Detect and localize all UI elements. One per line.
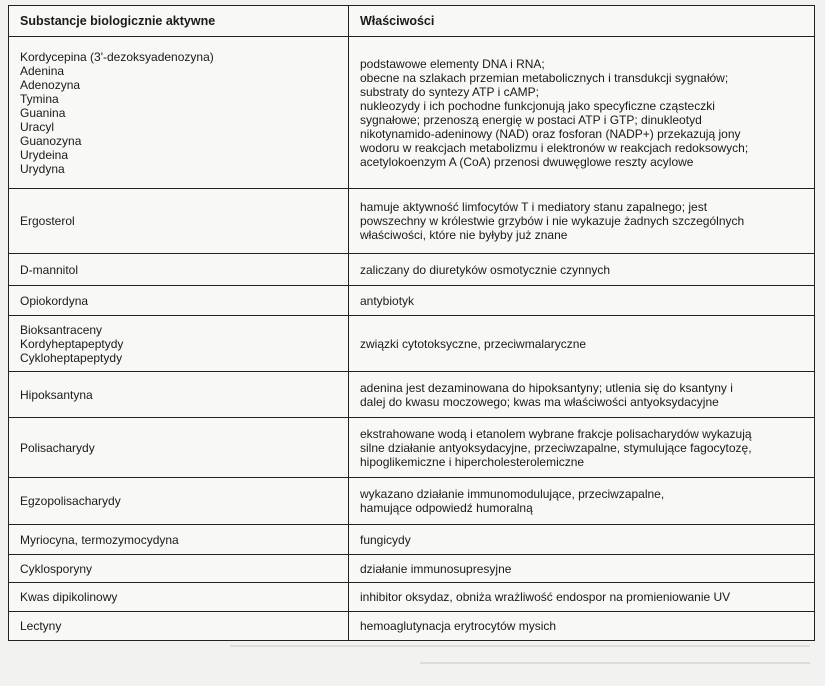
properties-cell [349, 418, 815, 478]
table-row [9, 372, 815, 418]
bleed-through-line [420, 662, 810, 664]
substance-name: Guanina [20, 105, 66, 120]
properties-cell [349, 583, 815, 612]
substance-cell [9, 316, 349, 372]
table-row [9, 254, 815, 286]
header-substances: Substancje biologicznie aktywne [9, 6, 349, 37]
substance-name: Bioksantraceny [20, 322, 103, 337]
property-line: adenina jest dezaminowana do hipoksantyny; utlenia się do ksantyny i [360, 380, 733, 395]
table-row [9, 316, 815, 372]
substance-name: Polisacharydy [20, 440, 95, 455]
substance-name: Urydeina [20, 147, 69, 162]
table-row [9, 583, 815, 612]
substance-cell [9, 37, 349, 189]
substance-name: Adenina [20, 63, 65, 78]
property-line: obecne na szlakach przemian metabolicznych i transdukcji sygnałów; [360, 70, 729, 85]
substance-name: Cyklosporyny [20, 561, 93, 576]
substance-cell [9, 372, 349, 418]
substance-name: Uracyl [20, 119, 55, 134]
table-row [9, 286, 815, 316]
property-line: ekstrahowane wodą i etanolem wybrane frakcje polisacharydów wykazują [360, 426, 752, 441]
substance-name: Hipoksantyna [20, 387, 93, 402]
substance-name: Lectyny [20, 619, 62, 633]
property-line: związki cytotoksyczne, przeciwmalaryczne [360, 336, 587, 351]
bleed-through-line [230, 645, 810, 647]
properties-cell [349, 189, 815, 254]
property-line: antybiotyk [360, 293, 415, 308]
substance-cell [9, 189, 349, 254]
properties-cell [349, 372, 815, 418]
property-line: wykazano działanie immunomodulujące, przeciwzapalne, [360, 487, 665, 501]
property-line: hipoglikemiczne i hipercholesterolemiczne [360, 454, 585, 469]
table-row [9, 478, 815, 525]
property-line: powszechny w królestwie grzybów i nie wykazuje żadnych szczególnych [360, 214, 745, 228]
properties-cell [349, 316, 815, 372]
substance-name: Egzopolisacharydy [20, 494, 121, 508]
property-line: nikotynamido-adeninowy (NAD) oraz fosforan (NADP+) przekazują jony [360, 126, 741, 141]
substance-name: Myriocyna, termozymocydyna [20, 532, 179, 547]
property-line: fungicydy [360, 532, 411, 547]
substance-name: Cykloheptapeptydy [20, 350, 123, 365]
properties-cell [349, 37, 815, 189]
properties-cell [349, 286, 815, 316]
property-line: dalej do kwasu moczowego; kwas ma właściwości antyoksydacyjne [360, 394, 719, 409]
table-row [9, 612, 815, 641]
table-header-row [9, 6, 815, 37]
property-line: podstawowe elementy DNA i RNA; [360, 56, 545, 71]
table-row [9, 555, 815, 583]
substance-name: Opiokordyna [20, 293, 89, 308]
property-line: sygnałowe; przenoszą energię w postaci ATP i GTP; dinukleotyd [360, 112, 702, 127]
substance-name: Adenozyna [20, 77, 81, 92]
property-line: działanie immunosupresyjne [360, 561, 512, 576]
table-row [9, 525, 815, 555]
substance-name: Kordycepina (3'-dezoksyadenozyna) [20, 49, 214, 64]
substance-name: D-mannitol [20, 262, 79, 277]
property-line: silne działanie antyoksydacyjne, przeciwzapalne, stymulujące fagocytozę, [360, 440, 752, 455]
property-line: substraty do syntezy ATP i cAMP; [360, 84, 539, 99]
substance-cell [9, 555, 349, 583]
properties-cell [349, 555, 815, 583]
substance-cell [9, 525, 349, 555]
substance-cell [9, 478, 349, 525]
substance-name: Kordyheptapeptydy [20, 336, 124, 351]
properties-cell [349, 478, 815, 525]
substance-name: Guanozyna [20, 133, 82, 148]
properties-cell [349, 254, 815, 286]
substance-cell [9, 418, 349, 478]
substance-cell [9, 254, 349, 286]
property-line: wodoru w reakcjach metabolizmu i elektronów w reakcjach redoksowych; [360, 140, 749, 155]
substances-table [8, 5, 815, 641]
property-line: zaliczany do diuretyków osmotycznie czynnych [360, 262, 611, 277]
property-line: hamujące odpowiedź humoralną [360, 501, 533, 515]
table-row [9, 37, 815, 189]
property-line: nukleozydy i ich pochodne funkcjonują jako specyficzne cząsteczki [360, 98, 715, 113]
property-line: acetylokoenzym A (CoA) przenosi dwuwęglowe reszty acylowe [360, 154, 694, 169]
substance-name: Ergosterol [20, 214, 75, 228]
header-properties: Właściwości [349, 6, 815, 37]
substance-name: Kwas dipikolinowy [20, 590, 118, 604]
table-row [9, 418, 815, 478]
substance-cell [9, 583, 349, 612]
substance-name: Urydyna [20, 161, 65, 176]
substance-cell [9, 286, 349, 316]
table-body [9, 37, 815, 641]
table-row [9, 189, 815, 254]
properties-cell [349, 525, 815, 555]
property-line: właściwości, które nie byłyby już znane [360, 228, 568, 242]
property-line: hemoaglutynacja erytrocytów mysich [360, 619, 557, 633]
property-line: inhibitor oksydaz, obniża wrażliwość endospor na promieniowanie UV [360, 590, 731, 604]
properties-cell [349, 612, 815, 641]
substance-name: Tymina [20, 91, 59, 106]
property-line: hamuje aktywność limfocytów T i mediatory stanu zapalnego; jest [360, 200, 708, 214]
substance-cell [9, 612, 349, 641]
